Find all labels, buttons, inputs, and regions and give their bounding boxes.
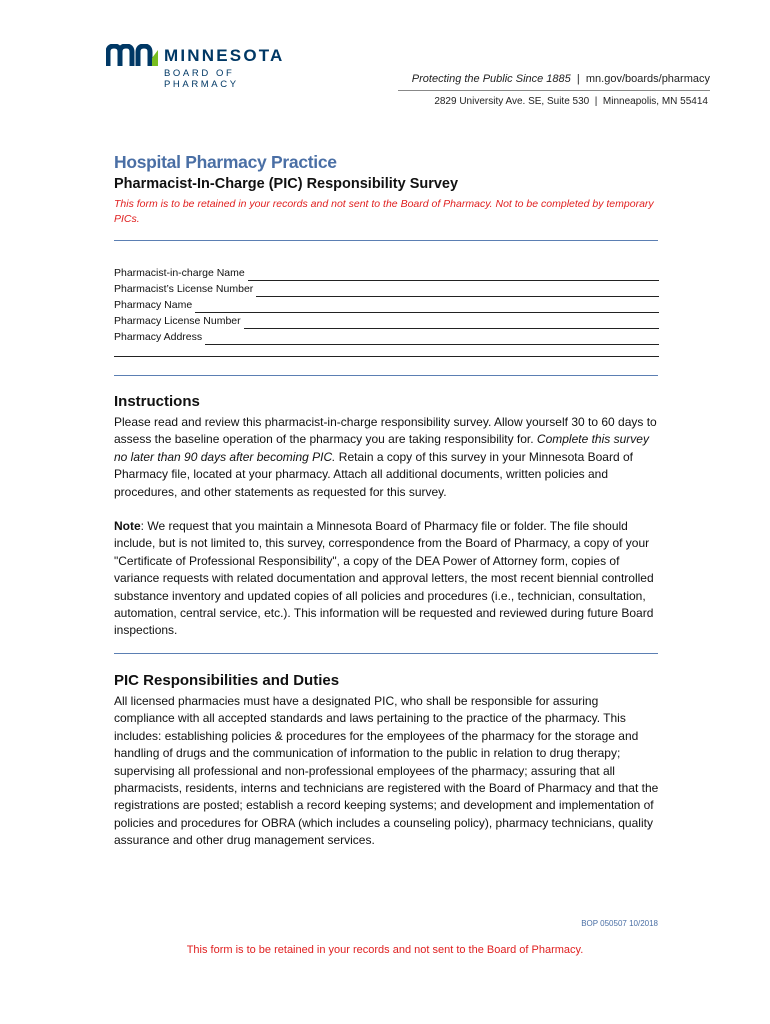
minnesota-logo-icon bbox=[106, 44, 160, 68]
tagline bbox=[412, 73, 710, 85]
tagline-separator: | bbox=[570, 73, 586, 85]
section-divider bbox=[114, 375, 658, 376]
board-logo bbox=[106, 42, 306, 90]
pharmacy-license-input[interactable] bbox=[244, 317, 659, 329]
note-paragraph bbox=[114, 518, 659, 640]
field-label: Pharmacy Name bbox=[114, 299, 193, 311]
retention-note: This form is to be retained in your records and not sent to the Board of Pharmacy. Not to be completed by temporary PICs. bbox=[114, 198, 654, 225]
field-label: Pharmacy Address bbox=[114, 331, 203, 343]
org-name: MINNESOTA bbox=[164, 46, 285, 65]
board-address: 2829 University Ave. SE, Suite 530 | Minneapolis, MN 55414 bbox=[434, 96, 708, 107]
field-label: Pharmacist’s License Number bbox=[114, 283, 254, 295]
note-label: Note bbox=[114, 519, 141, 533]
page-subtitle: Pharmacist-In-Charge (PIC) Responsibility Survey bbox=[114, 176, 459, 192]
form-code: BOP 050507 10/2018 bbox=[581, 919, 658, 928]
duties-paragraph: All licensed pharmacies must have a designated PIC, who shall be responsible for assuring compliance with all accepted standards and laws pertaining to the practice of the pharmacy. This includes: establishing policies & procedures for the employees of the pharmacy for the storage and handling of drugs and the communication of information to the public in relation to drug therapy; supervising all professional and non-professional employees of the pharmacy; assuring that all pharmacists, residents, interns and technicians are registered with the Board of Pharmacy and that the registrations are posted; establish a record keeping systems; and development and implementation of policies and procedures for OBRA (which includes a counseling policy), pharmacy technicians, quality assurance and other drug management services. bbox=[114, 694, 659, 848]
instructions-heading: Instructions bbox=[114, 393, 200, 410]
org-subname: BOARD OF PHARMACY bbox=[164, 68, 239, 90]
instructions-text-cont: Retain a copy of this survey in your Minnesota Board of Pharmacy file, located at your pharmacy. Attach all additional documents, written policies and procedures, and other statements as requested for this survey. bbox=[114, 449, 633, 499]
page-title: Hospital Pharmacy Practice bbox=[114, 152, 337, 172]
footer-retention-note: This form is to be retained in your records and not sent to the Board of Pharmacy. bbox=[186, 944, 584, 956]
pharmacy-address-input[interactable] bbox=[205, 333, 659, 345]
field-label: Pharmacy License Number bbox=[114, 315, 241, 327]
pic-name-input[interactable] bbox=[248, 269, 659, 281]
pharmacy-license-field[interactable] bbox=[114, 313, 659, 329]
section-divider bbox=[114, 653, 658, 654]
instructions-paragraph bbox=[114, 414, 659, 501]
pharmacist-license-field[interactable] bbox=[114, 281, 659, 297]
pharmacy-name-input[interactable] bbox=[195, 301, 659, 313]
section-divider bbox=[114, 240, 658, 241]
pharmacist-license-input[interactable] bbox=[256, 285, 659, 297]
board-website-link[interactable]: mn.gov/boards/pharmacy bbox=[585, 73, 710, 85]
duties-heading: PIC Responsibilities and Duties bbox=[114, 672, 340, 689]
pharmacy-address-field[interactable] bbox=[114, 329, 659, 345]
field-label: Pharmacist-in-charge Name bbox=[114, 267, 245, 279]
tagline-motto: Protecting the Public Since 1885 bbox=[411, 73, 571, 85]
header-divider bbox=[398, 90, 710, 91]
pic-name-field[interactable] bbox=[114, 265, 659, 281]
instructions-text: Please read and review this pharmacist-in-charge responsibility survey. Allow yourself 30 to 60 days to assess the baseline operation of the pharmacy you are taking responsibility for. bbox=[114, 415, 657, 447]
note-text: : We request that you maintain a Minnesota Board of Pharmacy file or folder. The file should include, but is not limited to, this survey, correspondence from the Board of Pharmacy, a copy of your "Certificate of Professional Responsibility", a copy of the DEA Power of Attorney form, copies of variance requests with related documentation and approval letters, the most recent biennial controlled substance inventory and updated copies of all policies and procedures (i.e., technician, consultation, automation, central service, etc.). This information will be requested and reviewed during future Board inspections. bbox=[114, 519, 654, 638]
pharmacy-address-input-2[interactable] bbox=[114, 345, 659, 357]
deadline-text: Complete this survey no later than 90 days after becoming PIC. bbox=[114, 432, 649, 464]
pharmacy-address-line2[interactable] bbox=[114, 345, 659, 357]
pharmacy-info-fields bbox=[114, 265, 659, 357]
pharmacy-name-field[interactable] bbox=[114, 297, 659, 313]
